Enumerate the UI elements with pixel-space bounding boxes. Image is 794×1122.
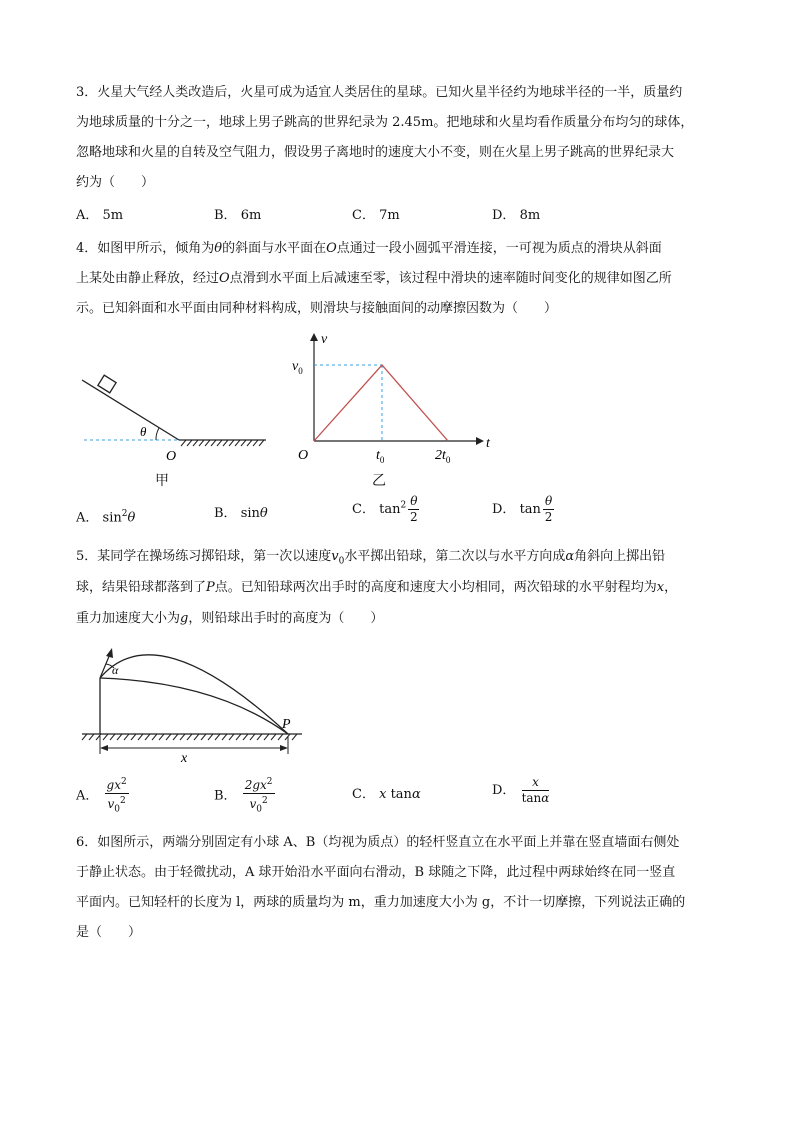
v0-label: $v_0$ (292, 359, 303, 376)
hatch-mark (259, 440, 264, 446)
q4-line-3: 示。已知斜面和水平面由同种材料构成，则滑块与接触面间的动摩擦因数为（ ） (76, 301, 558, 316)
hatch-mark (117, 734, 122, 740)
initial-velocity-arrow (100, 654, 110, 678)
q6-line-4: 是（ ） (76, 925, 142, 940)
p-label: P (282, 717, 291, 732)
figure-yi-vt-graph (290, 325, 500, 470)
hatch-mark (199, 440, 204, 446)
alpha-label: α (112, 663, 119, 677)
hatch-mark (187, 440, 192, 446)
q4-line-2: 上某处由静止释放，经过O点滑到水平面上后减速至零，该过程中滑块的速率随时间变化的规律如图乙所 (76, 271, 672, 286)
q3-option-a[interactable]: A． 5m (76, 208, 124, 223)
hatch-mark (193, 440, 198, 446)
velocity-arrowhead (106, 648, 113, 658)
q5-line-2: 球，结果铅球都落到了P点。已知铅球两次出手时的高度和速度大小均相同，两次铅球的水平射程均为x， (76, 580, 678, 595)
hatch-mark (138, 734, 143, 740)
hatch-mark (257, 734, 262, 740)
hatch-mark (159, 734, 164, 740)
q4-option-a[interactable]: A． $\sin^2\theta$ (76, 509, 136, 526)
hatch-mark (181, 440, 186, 446)
hatch-mark (235, 440, 240, 446)
q6-line-1: 6．如图所示，两端分别固定有小球 A、B（均视为质点）的轻杆竖直立在水平面上并靠在竖直墙面右侧处 (76, 835, 680, 850)
hatch-mark (271, 734, 276, 740)
hatch-mark (241, 440, 246, 446)
hatch-mark (131, 734, 136, 740)
hatch-mark (166, 734, 171, 740)
q5-option-d[interactable]: D． $\frac{x}{\tan\alpha}$ (492, 775, 550, 805)
hatch-mark (110, 734, 115, 740)
hatch-mark (229, 734, 234, 740)
hatch-mark (145, 734, 150, 740)
q4-option-d[interactable]: D． tan $\frac{\theta}{2}$ (492, 494, 553, 524)
x-label: x (181, 751, 188, 764)
range-arrow-left (100, 745, 108, 751)
q3-line-1: 3．火星大气经人类改造后，火星可成为适宜人类居住的星球。已知火星半径约为地球半径的一半，质量约 (76, 85, 683, 100)
q4-option-b[interactable]: B． sinθ (214, 506, 268, 521)
v-axis-arrow (310, 333, 318, 341)
slider-block (98, 375, 116, 393)
hatch-mark (152, 734, 157, 740)
hatch-mark (278, 734, 283, 740)
theta-arc (156, 428, 159, 440)
figure-jia-caption: 甲 (155, 473, 169, 489)
hatch-mark (264, 734, 269, 740)
2t0-label: $2t_0$ (435, 448, 451, 465)
hatch-mark (194, 734, 199, 740)
hatch-mark (292, 734, 297, 740)
q5-line-3: 重力加速度大小为g，则铅球出手时的高度为（ ） (76, 611, 384, 626)
t-axis-label: t (486, 436, 490, 451)
hatch-mark (201, 734, 206, 740)
hatch-mark (229, 440, 234, 446)
hatch-mark (250, 734, 255, 740)
ground-hatch (181, 440, 264, 446)
figure-jia-incline (76, 370, 272, 470)
figure-yi-caption: 乙 (372, 473, 386, 489)
hatch-mark (243, 734, 248, 740)
hatch-mark (82, 734, 87, 740)
q5-option-c[interactable]: C． x tanα (352, 787, 421, 802)
q5-line-1: 5．某同学在操场练习掷铅球，第一次以速度$v_0$水平掷出铅球，第二次以与水平方向成α角斜向上掷出铅 (76, 549, 666, 567)
hatch-mark (208, 734, 213, 740)
hatch-mark (223, 440, 228, 446)
q6-line-3: 平面内。已知轻杆的长度为 l，两球的质量均为 m，重力加速度大小为 g，不计一切摩擦，下列说法正确的 (76, 895, 686, 910)
hatch-mark (173, 734, 178, 740)
ground-hatch (82, 734, 297, 740)
figure-shot-put (76, 642, 308, 764)
q5-option-a[interactable]: A． $\frac{gx^2}{v_0^2}$ (76, 777, 127, 815)
hatch-mark (89, 734, 94, 740)
q3-option-b[interactable]: B． 6m (214, 208, 262, 223)
hatch-mark (124, 734, 129, 740)
hatch-mark (217, 440, 222, 446)
hatch-mark (205, 440, 210, 446)
origin-label: O (298, 448, 309, 463)
q5-option-b[interactable]: B． $\frac{2gx^2}{v_0^2}$ (214, 777, 273, 815)
q3-line-3: 忽略地球和火星的自转及空气阻力，假设男子离地时的速度大小不变，则在火星上男子跳高的世界纪录大 (76, 145, 675, 160)
q3-option-c[interactable]: C． 7m (352, 208, 400, 223)
range-arrow-right (280, 745, 288, 751)
hatch-mark (253, 440, 258, 446)
hatch-mark (247, 440, 252, 446)
theta-label: θ (140, 424, 147, 439)
origin-label: O (166, 449, 177, 464)
horizontal-throw-path (100, 678, 288, 734)
v-axis-label: v (321, 332, 328, 347)
q3-line-4: 约为（ ） (76, 175, 155, 190)
hatch-mark (222, 734, 227, 740)
hatch-mark (211, 440, 216, 446)
q6-line-2: 于静止状态。由于轻微扰动，A 球开始沿水平面向右滑动，B 球随之下降，此过程中两球始终在同一竖直 (76, 865, 676, 880)
q4-line-1: 4．如图甲所示，倾角为θ的斜面与水平面在O点通过一段小圆弧平滑连接，一可视为质点的滑块从斜面 (76, 241, 662, 256)
hatch-mark (187, 734, 192, 740)
t-axis-arrow (476, 437, 484, 445)
velocity-curve (314, 365, 448, 441)
hatch-mark (103, 734, 108, 740)
incline-surface (82, 380, 179, 440)
hatch-mark (236, 734, 241, 740)
q4-option-c[interactable]: C． $\tan^2$ $\frac{\theta}{2}$ (352, 494, 418, 524)
hatch-mark (215, 734, 220, 740)
t0-label: $t_0$ (376, 448, 385, 465)
hatch-mark (180, 734, 185, 740)
q3-option-d[interactable]: D． 8m (492, 208, 541, 223)
angled-throw-path (100, 655, 288, 734)
q3-line-2: 为地球质量的十分之一，地球上男子跳高的世界纪录为 2.45m。把地球和火星均看作质量分布均匀的球体， (76, 115, 694, 130)
